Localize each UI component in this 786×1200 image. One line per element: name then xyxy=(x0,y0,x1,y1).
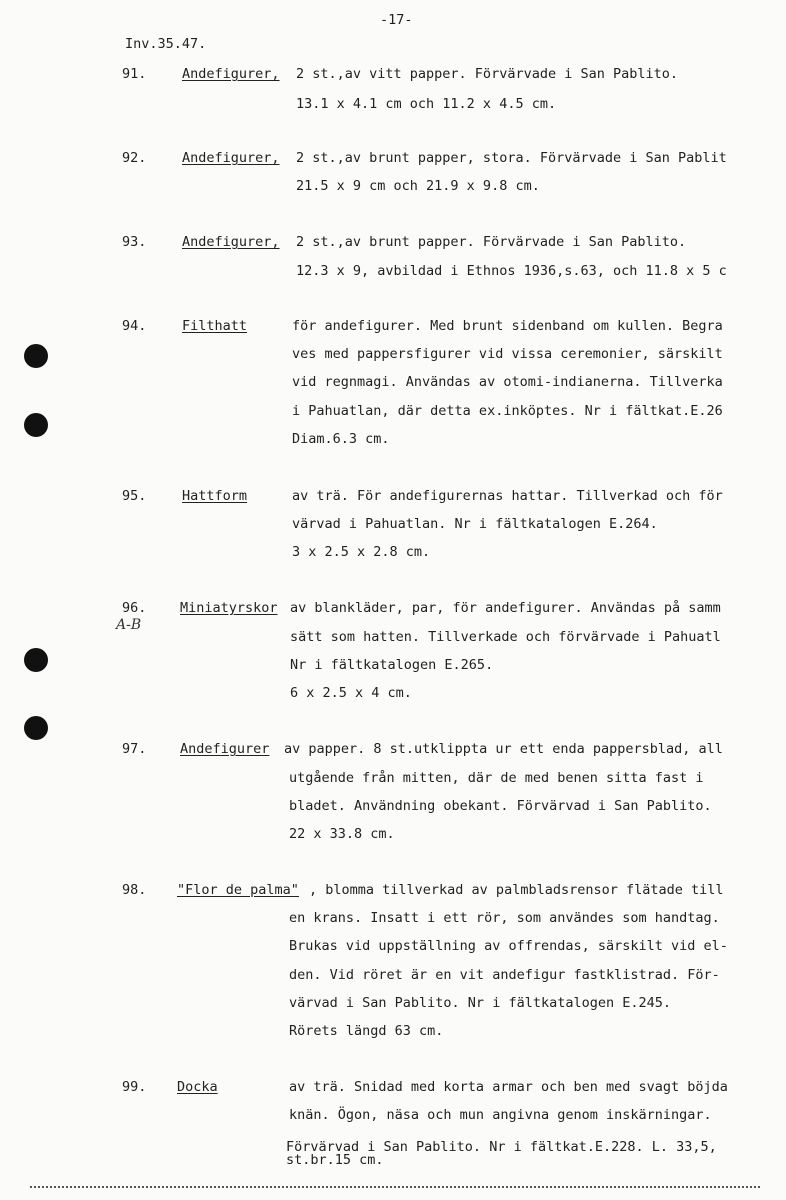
entry-line: ves med pappersfigurer vid vissa ceremonier, särskilt xyxy=(292,346,723,362)
inventory-number: Inv.35.47. xyxy=(125,36,207,52)
punch-hole xyxy=(24,716,48,740)
entry-line: 2 st.,av brunt papper, stora. Förvärvade i San Pablit xyxy=(296,150,727,166)
entry-line: Rörets längd 63 cm. xyxy=(289,1023,444,1039)
entry-line: den. Vid röret är en vit andefigur fastklistrad. För- xyxy=(289,967,720,983)
entry-line: bladet. Användning obekant. Förvärvad i San Pablito. xyxy=(289,798,712,814)
bottom-divider xyxy=(30,1186,760,1188)
entry-line: 2 st.,av vitt papper. Förvärvade i San Pablito. xyxy=(296,66,679,82)
entry-number: 91. xyxy=(122,66,147,82)
entry-line: Diam.6.3 cm. xyxy=(292,431,390,447)
entry-line: st.br.15 cm. xyxy=(286,1152,384,1168)
entry-number: 98. xyxy=(122,882,147,898)
entry-line: vid regnmagi. Användas av otomi-indianerna. Tillverka xyxy=(292,374,723,390)
entry-line: 6 x 2.5 x 4 cm. xyxy=(290,685,412,701)
entry-line: av trä. För andefigurernas hattar. Tillverkad och för xyxy=(292,488,723,504)
entry-line: av blankläder, par, för andefigurer. Användas på samm xyxy=(290,600,721,616)
entry-number: 95. xyxy=(122,488,147,504)
entry-line: av papper. 8 st.utklippta ur ett enda pappersblad, all xyxy=(284,741,723,757)
entry-number: 96. xyxy=(122,600,147,616)
punch-hole xyxy=(24,648,48,672)
entry-title: "Flor de palma" xyxy=(177,882,299,898)
entry-line: 22 x 33.8 cm. xyxy=(289,826,395,842)
entry-line: sätt som hatten. Tillverkade och förvärvade i Pahuatl xyxy=(290,629,721,645)
entry-number: 99. xyxy=(122,1079,147,1095)
entry-line: Nr i fältkatalogen E.265. xyxy=(290,657,494,673)
entry-title: Docka xyxy=(177,1079,218,1095)
handwritten-note: A-B xyxy=(116,617,142,633)
entry-line: 12.3 x 9, avbildad i Ethnos 1936,s.63, och 11.8 x 5 c xyxy=(296,263,727,279)
entry-line: 13.1 x 4.1 cm och 11.2 x 4.5 cm. xyxy=(296,96,557,112)
entry-line: 2 st.,av brunt papper. Förvärvade i San Pablito. xyxy=(296,234,687,250)
entry-line: 21.5 x 9 cm och 21.9 x 9.8 cm. xyxy=(296,178,540,194)
entry-line: 3 x 2.5 x 2.8 cm. xyxy=(292,544,431,560)
entry-line: värvad i Pahuatlan. Nr i fältkatalogen E.264. xyxy=(292,516,658,532)
entry-title: Miniatyrskor xyxy=(180,600,278,616)
entry-title: Hattform xyxy=(182,488,248,504)
page-number: -17- xyxy=(380,12,413,28)
entry-title: Andefigurer, xyxy=(182,66,280,82)
punch-hole xyxy=(24,344,48,368)
entry-number: 93. xyxy=(122,234,147,250)
entry-line: värvad i San Pablito. Nr i fältkatalogen E.245. xyxy=(289,995,672,1011)
entry-title: Andefigurer, xyxy=(182,150,280,166)
entry-line: av trä. Snidad med korta armar och ben med svagt böjda xyxy=(289,1079,728,1095)
punch-hole xyxy=(24,413,48,437)
entry-title: Andefigurer, xyxy=(182,234,280,250)
entry-number: 97. xyxy=(122,741,147,757)
entry-line: i Pahuatlan, där detta ex.inköptes. Nr i fältkat.E.26 xyxy=(292,403,723,419)
entry-line: Brukas vid uppställning av offrendas, särskilt vid el- xyxy=(289,938,728,954)
entry-line: Förvärvad i San Pablito. Nr i fältkat.E.228. L. 33,5, xyxy=(286,1139,717,1155)
entry-line: en krans. Insatt i ett rör, som användes som handtag. xyxy=(289,910,720,926)
entry-title: Andefigurer xyxy=(180,741,270,757)
entry-line: knän. Ögon, näsa och mun angivna genom inskärningar. xyxy=(289,1107,712,1123)
entry-line: , blomma tillverkad av palmbladsrensor flätade till xyxy=(309,882,724,898)
entry-number: 94. xyxy=(122,318,147,334)
entry-line: för andefigurer. Med brunt sidenband om kullen. Begra xyxy=(292,318,723,334)
entry-title: Filthatt xyxy=(182,318,248,334)
entry-number: 92. xyxy=(122,150,147,166)
entry-line: utgående från mitten, där de med benen sitta fast i xyxy=(289,770,704,786)
